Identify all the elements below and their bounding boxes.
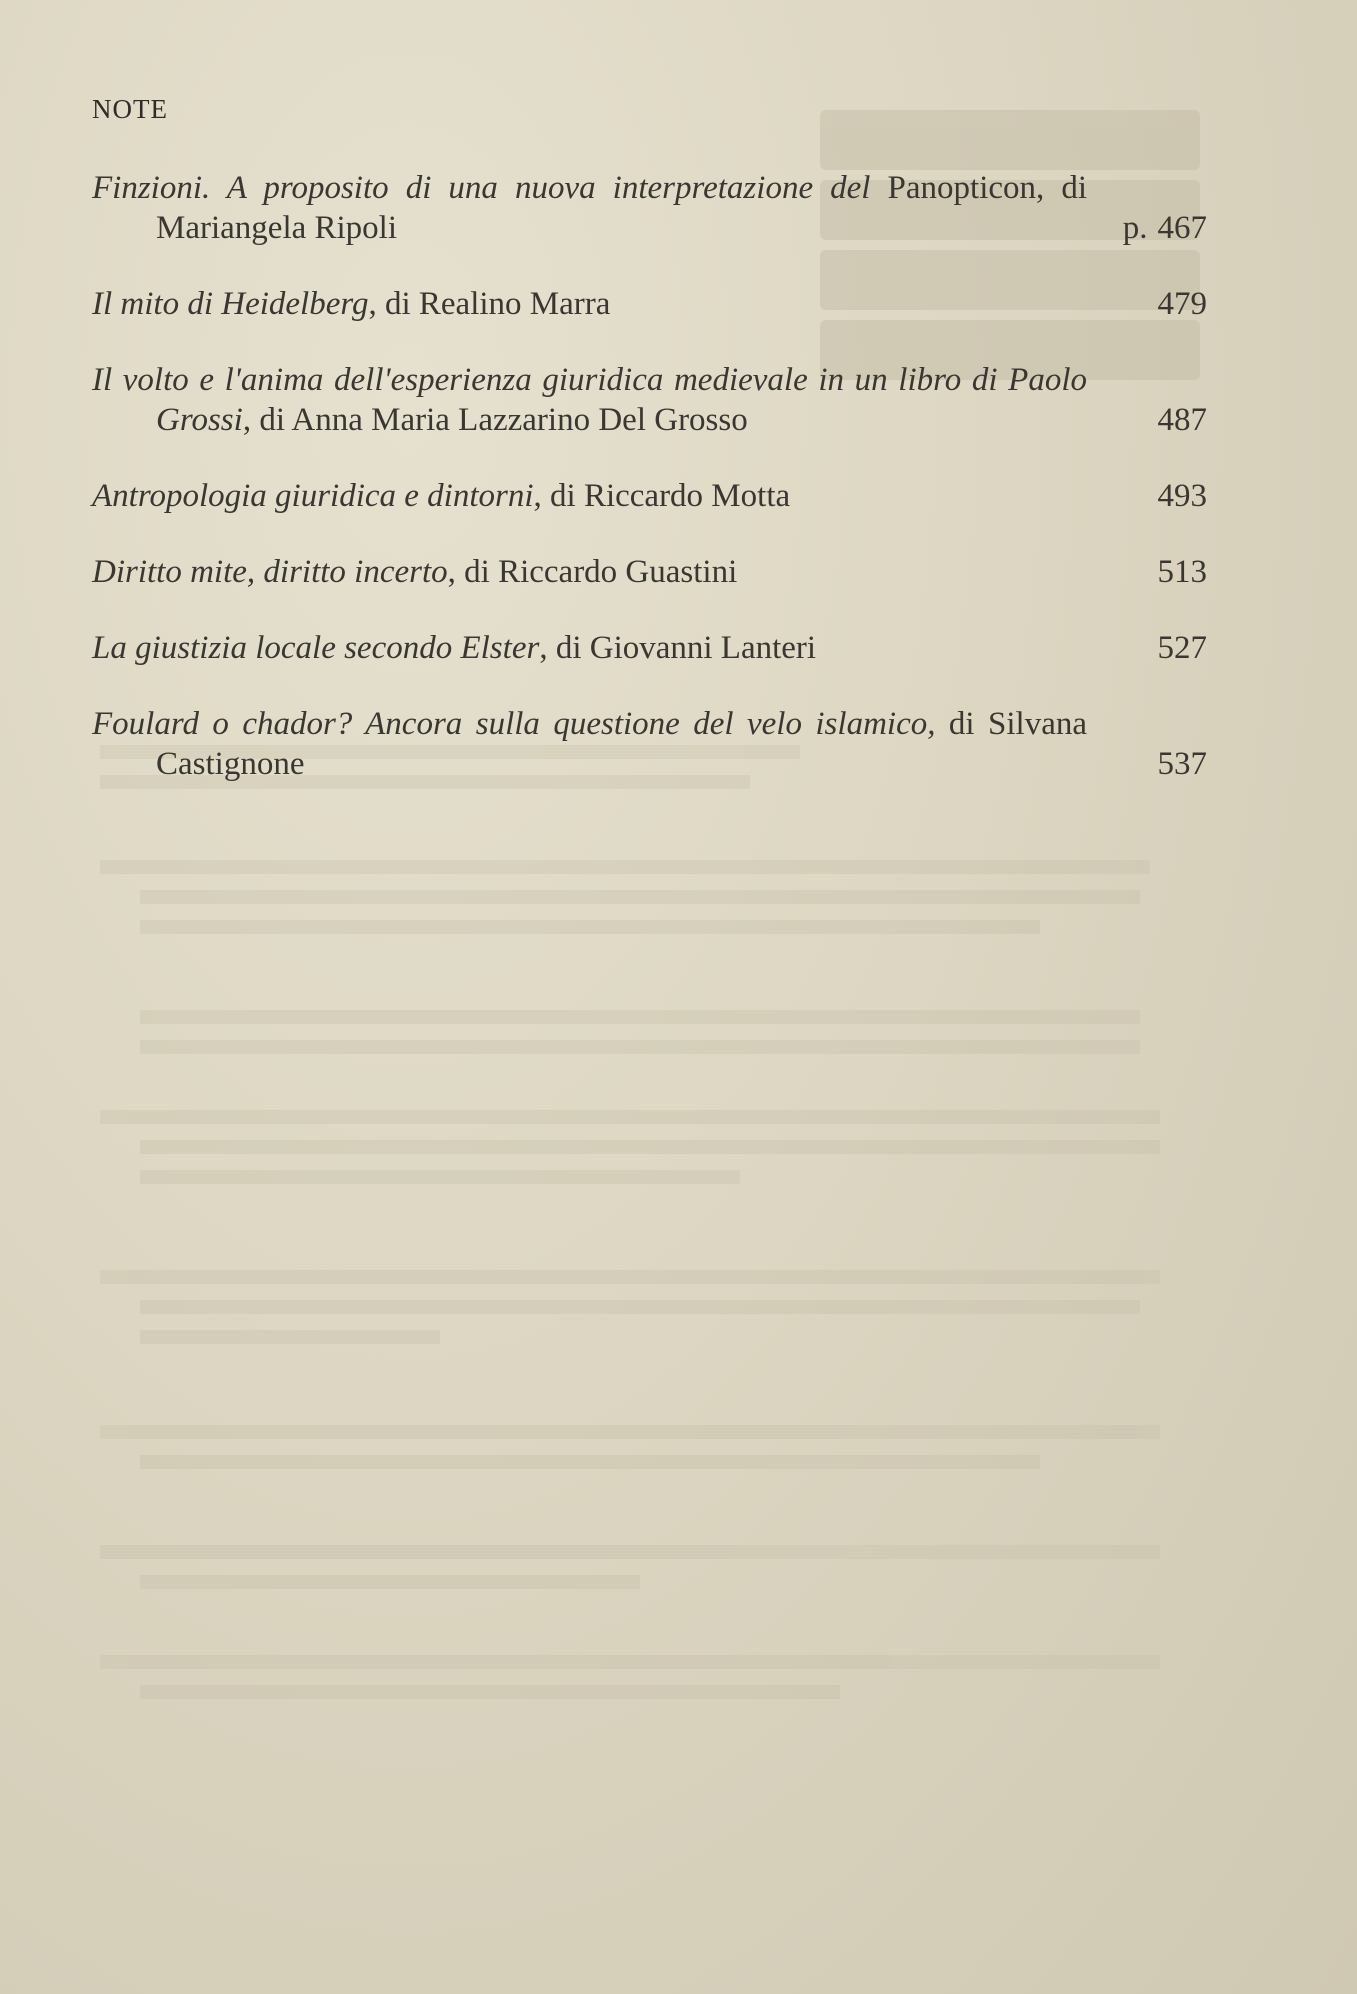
page-number: 513	[1157, 554, 1207, 590]
toc-entry-author: Panopticon, di Mariangela Ripoli	[156, 170, 1087, 246]
toc-entry-text	[92, 284, 1087, 324]
toc-entry-page	[1158, 284, 1208, 324]
toc-entry-title: Il mito di Heidelberg	[92, 286, 369, 322]
page-number: 527	[1157, 630, 1207, 666]
toc-entry-page	[1158, 552, 1208, 592]
toc-entry	[92, 284, 1207, 324]
toc-entry	[92, 168, 1207, 248]
toc-entry	[92, 628, 1207, 668]
page-number: 537	[1157, 746, 1207, 782]
toc-entry	[92, 704, 1207, 784]
page-number: 467	[1157, 210, 1207, 246]
toc-entry-page	[1158, 400, 1208, 440]
toc-entry-title: Foulard o chador? Ancora sulla questione del velo islamico,	[92, 706, 936, 742]
toc-entry-title: La giustizia locale secondo Elster	[92, 630, 540, 666]
toc-entry-text	[92, 168, 1087, 248]
toc-entry	[92, 552, 1207, 592]
toc-entry-page	[1158, 476, 1208, 516]
toc-entry-title: Antropologia giuridica e dintorni	[92, 478, 534, 514]
toc-entry-text	[92, 628, 1087, 668]
page-number: 479	[1157, 286, 1207, 322]
toc-entry-title: Diritto mite, diritto incerto	[92, 554, 448, 590]
toc-entry-text	[92, 476, 1087, 516]
toc-entry-page	[1158, 744, 1208, 784]
toc-entry-author: , di Giovanni Lanteri	[539, 630, 817, 666]
toc-entry	[92, 360, 1207, 440]
toc-entry-author: , di Realino Marra	[368, 286, 611, 322]
toc-entry-author: , di Riccardo Motta	[533, 478, 791, 514]
toc-entry-page	[1158, 628, 1208, 668]
toc-entry-author: , di Riccardo Guastini	[447, 554, 738, 590]
section-title: NOTE	[92, 94, 168, 124]
toc-entry-text	[92, 552, 1087, 592]
toc-entry-text	[92, 360, 1087, 440]
toc-entry-title: Il volto e l'anima dell'esperienza giuridica medievale in un libro di Paolo Grossi	[92, 362, 1087, 438]
toc-entry	[92, 476, 1207, 516]
toc-entry-author: di Silvana Castignone	[156, 706, 1087, 782]
toc-entry-text	[92, 704, 1087, 784]
toc-entry-author: , di Anna Maria Lazzarino Del Grosso	[242, 402, 748, 438]
toc-entry-page	[1123, 208, 1207, 248]
toc-entry-title: Finzioni. A proposito di una nuova interpretazione del	[92, 170, 871, 206]
page-number: 487	[1157, 402, 1207, 438]
table-of-contents	[92, 168, 1207, 820]
page-number: 493	[1157, 478, 1207, 514]
page-prefix: p.	[1122, 210, 1148, 246]
